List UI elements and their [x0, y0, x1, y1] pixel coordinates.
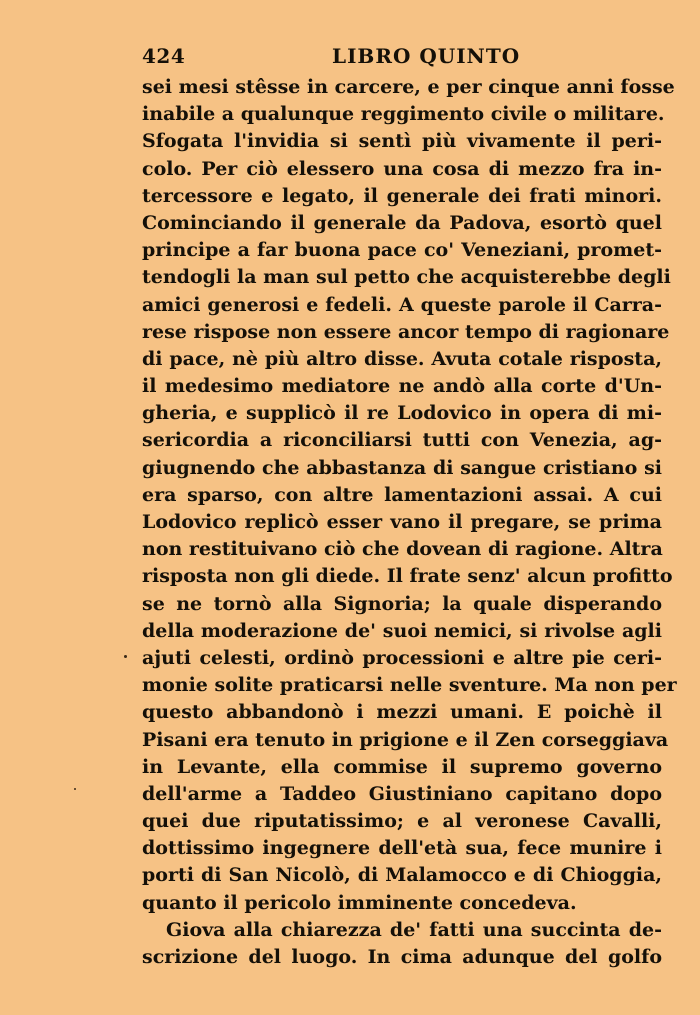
- text-line: sei mesi stêsse in carcere, e per cinque anni fosse: [142, 76, 675, 98]
- text-line: colo. Per ciò elessero una cosa di mezzo fra in-: [142, 157, 662, 180]
- text-line: amici generosi e fedeli. A queste parole il Carra-: [142, 293, 662, 316]
- text-line: quei due riputatissimo; e al veronese Cavalli,: [142, 810, 662, 833]
- text-line: Sfogata l'invidia si sentì più vivamente il peri-: [142, 130, 662, 153]
- paper-speck: [124, 655, 127, 658]
- text-line: in Levante, ella commise il supremo governo: [142, 755, 662, 778]
- text-line: inabile a qualunque reggimento civile o militare.: [142, 103, 665, 126]
- text-line: dottissimo ingegnere dell'età sua, fece munire i: [142, 837, 662, 860]
- text-line: di pace, nè più altro disse. Avuta cotale risposta,: [142, 347, 662, 370]
- body-text: [142, 74, 677, 971]
- text-line: tercessore e legato, il generale dei frati minori.: [142, 184, 662, 207]
- text-line: sericordia a riconciliarsi tutti con Venezia, ag-: [142, 429, 662, 452]
- text-line: Pisani era tenuto in prigione e il Zen corseggiava: [142, 728, 669, 751]
- text-line: Cominciando il generale da Padova, esortò quel: [142, 211, 662, 234]
- text-line: questo abbandonò i mezzi umani. E poichè il: [142, 701, 662, 724]
- text-line: gheria, e supplicò il re Lodovico in opera di mi-: [142, 402, 662, 425]
- text-line: scrizione del luogo. In cima adunque del golfo: [142, 946, 662, 968]
- text-line: della moderazione de' suoi nemici, si rivolse agli: [142, 619, 662, 642]
- paragraph-end-line: quanto il pericolo imminente concedeva.: [142, 891, 577, 914]
- text-line: porti di San Nicolò, di Malamocco e di Chioggia,: [142, 864, 662, 887]
- text-line: giugnendo che abbastanza di sangue cristiano si: [142, 456, 662, 479]
- text-line: era sparso, con altre lamentazioni assai. A cui: [142, 483, 662, 506]
- text-line: principe a far buona pace co' Veneziani, promet-: [142, 239, 662, 262]
- text-line: se ne tornò alla Signoria; la quale disperando: [142, 592, 662, 615]
- text-line: risposta non gli diede. Il frate senz' alcun profitto: [142, 565, 673, 588]
- text-line: il medesimo mediatore ne andò alla corte d'Un-: [142, 375, 662, 398]
- paragraph-start-line: Giova alla chiarezza de' fatti una succinta de-: [166, 918, 662, 941]
- text-line: ajuti celesti, ordinò processioni e altre pie ceri-: [142, 646, 662, 669]
- text-line: Lodovico replicò esser vano il pregare, se prima: [142, 511, 662, 533]
- page-number: 424: [142, 44, 186, 68]
- running-title: LIBRO QUINTO: [332, 44, 521, 68]
- text-line: monie solite praticarsi nelle sventure. Ma non per: [142, 674, 677, 697]
- paper-speck: [74, 788, 76, 790]
- text-line: tendogli la man sul petto che acquisterebbe degli: [142, 266, 671, 289]
- text-line: dell'arme a Taddeo Giustiniano capitano dopo: [142, 782, 662, 805]
- text-line: non restituivano ciò che dovean di ragione. Altra: [142, 538, 663, 561]
- text-line: rese rispose non essere ancor tempo di ragionare: [142, 320, 670, 343]
- page-header: [142, 44, 662, 70]
